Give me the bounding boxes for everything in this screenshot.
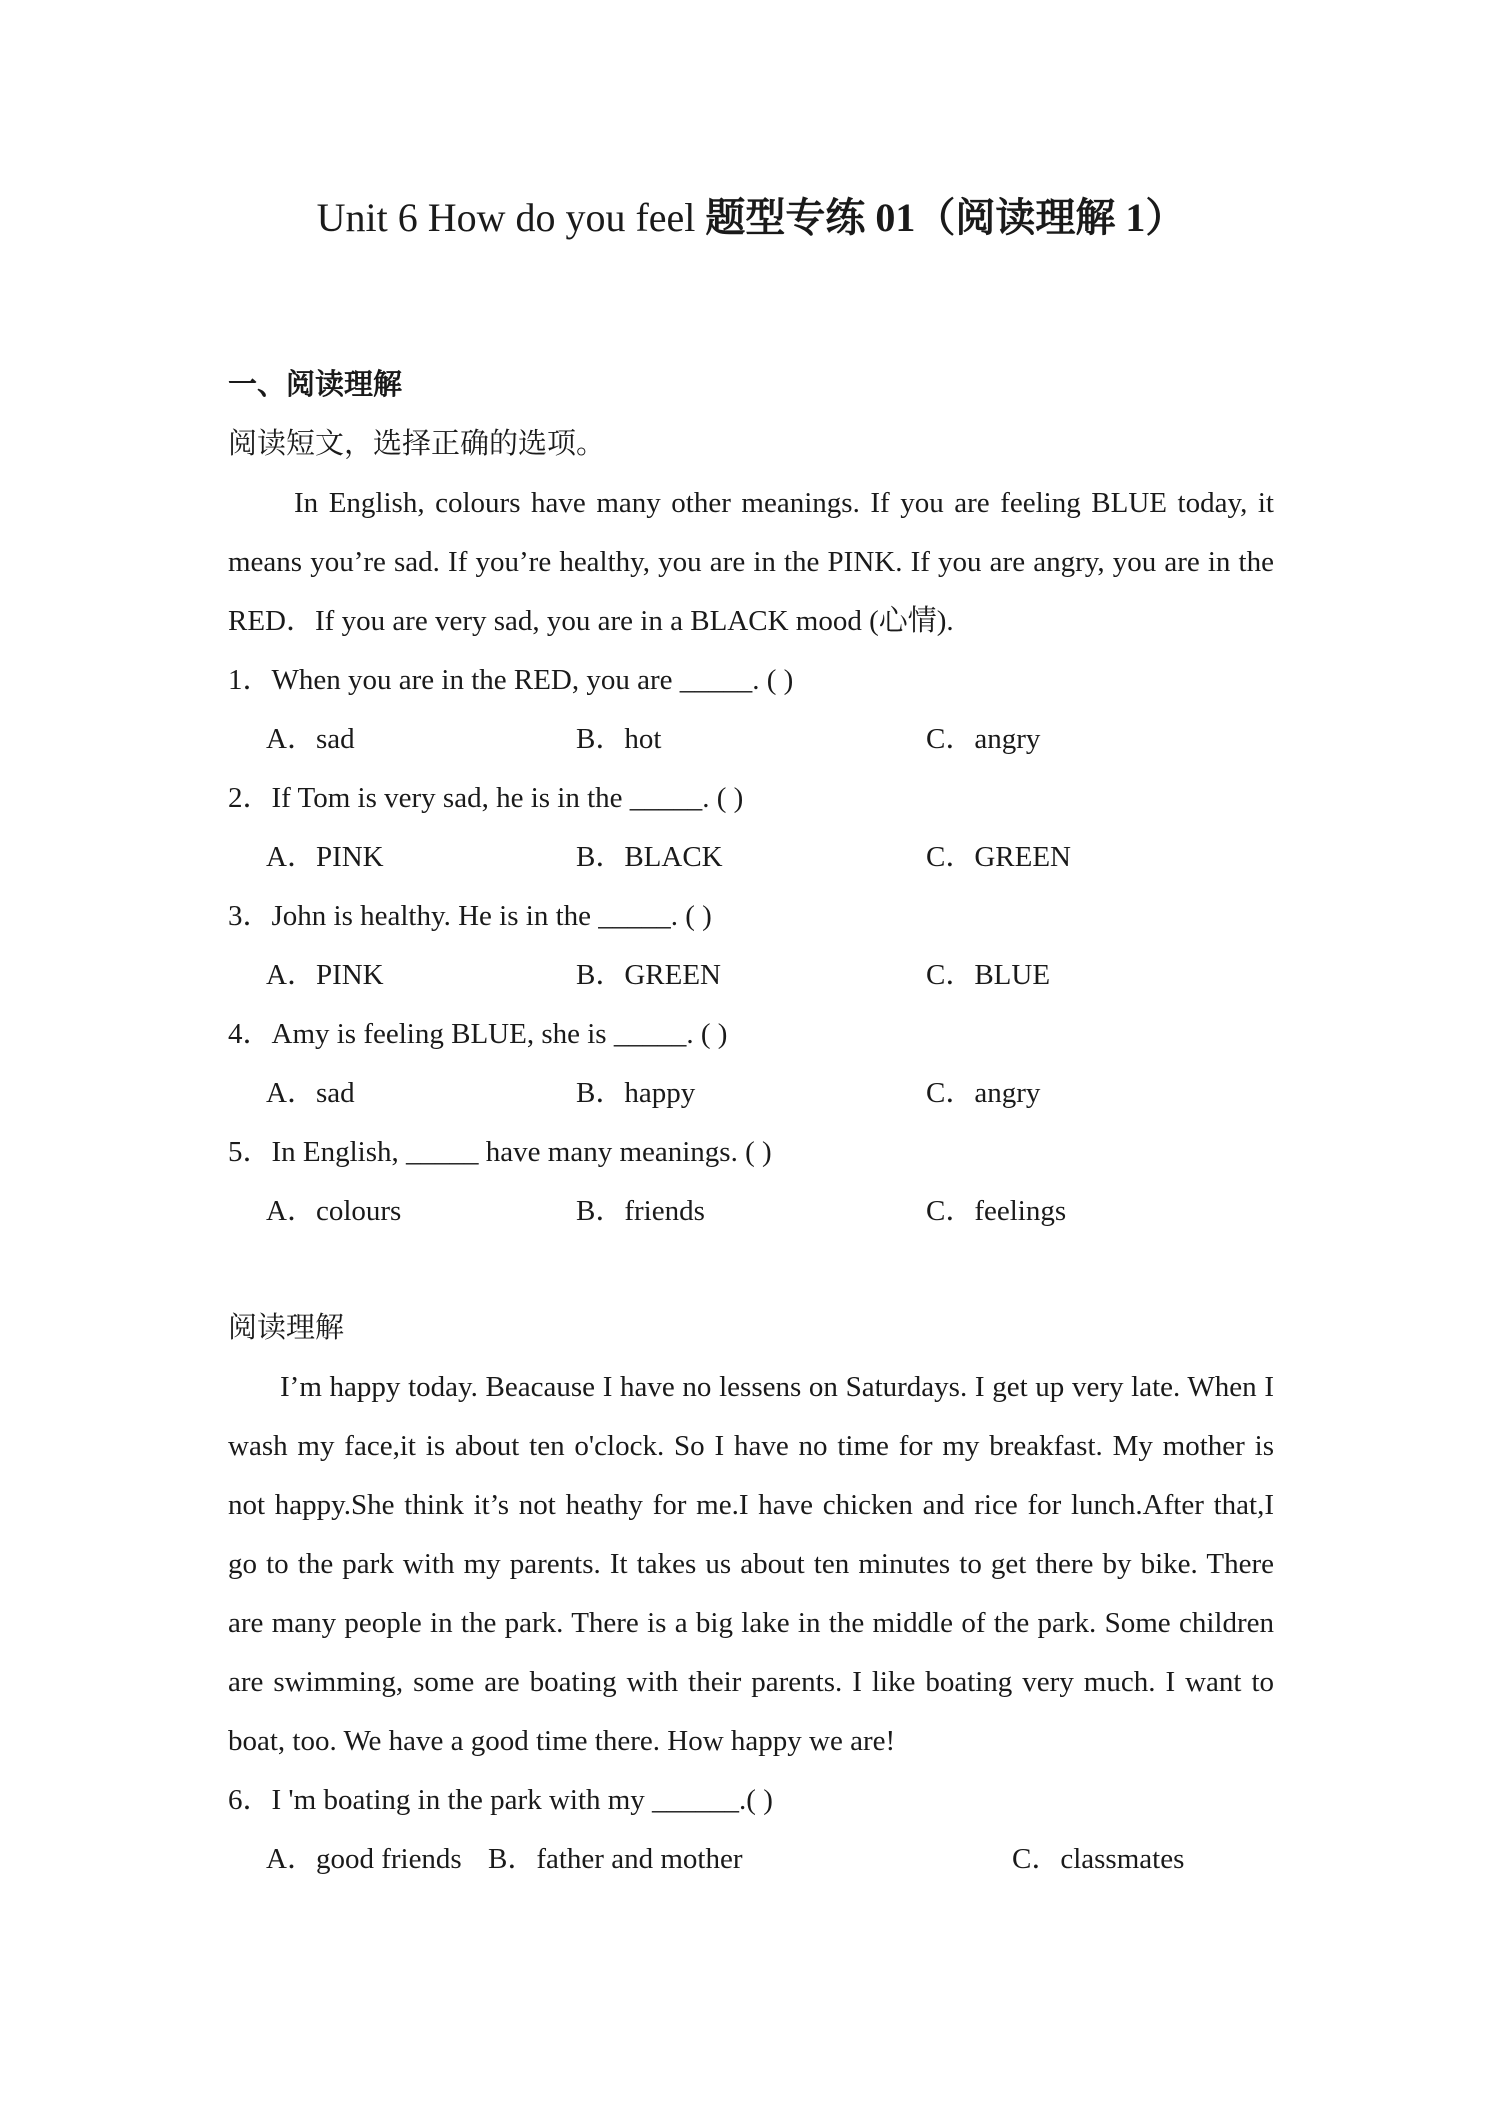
question-3-option-a[interactable]: A．PINK (266, 959, 384, 991)
question-2-option-b[interactable]: B．BLACK (576, 841, 723, 873)
question-1-option-b[interactable]: B．hot (576, 723, 662, 755)
question-6-stem: 6．I 'm boating in the park with my ______.( ) (228, 1784, 773, 1816)
question-2-option-c[interactable]: C．GREEN (926, 841, 1072, 873)
question-1-options (228, 710, 1274, 769)
question-6-option-c[interactable]: C．classmates (1012, 1843, 1185, 1875)
question-3-stem: 3．John is healthy. He is in the _____. ( ) (228, 900, 712, 932)
section-2-heading: 阅读理解 (228, 1312, 345, 1344)
question-4-options (228, 1064, 1274, 1123)
section-1-instruction: 阅读短文，选择正确的选项。 (228, 428, 606, 460)
section-2-passage: I’m happy today. Beacause I have no lessens on Saturdays. I get up very late. When I wash my face,it is about ten o'clock. So I have no time for my breakfast. My mother is not happy.She think it’s not heathy for me.I have chicken and rice for lunch.After that,I go to the park with my parents. It takes us about ten minutes to get there by bike. There are many people in the park. There is a big lake in the middle of the park. Some children are swimming, some are boating with their parents. I like boating very much. I want to boat, too. We have a good time there. How happy we are! (228, 1371, 1274, 1757)
question-6-option-b[interactable]: B．father and mother (488, 1843, 743, 1875)
question-4-option-a[interactable]: A．sad (266, 1077, 355, 1109)
question-3-option-c[interactable]: C．BLUE (926, 959, 1051, 991)
section-1-passage: In English, colours have many other meanings. If you are feeling BLUE today, it means you’re sad. If you’re healthy, you are in the PINK. If you are angry, you are in the RED．If you are very sad, you are in a BLACK mood (心情). (228, 487, 1274, 637)
page-title (228, 190, 1274, 246)
section-spacer (228, 1241, 1274, 1299)
question-5-option-c[interactable]: C．feelings (926, 1195, 1067, 1227)
question-2-stem: 2．If Tom is very sad, he is in the _____. ( ) (228, 782, 744, 814)
question-2-options (228, 828, 1274, 887)
question-5-options (228, 1182, 1274, 1241)
question-5-stem: 5．In English, _____ have many meanings. ( ) (228, 1136, 772, 1168)
question-6-options (228, 1830, 1274, 1889)
section-1-heading: 一、阅读理解 (228, 369, 403, 401)
question-5-option-a[interactable]: A．colours (266, 1195, 402, 1227)
question-2-option-a[interactable]: A．PINK (266, 841, 384, 873)
question-1-stem: 1．When you are in the RED, you are _____. ( ) (228, 664, 794, 696)
question-3-options (228, 946, 1274, 1005)
worksheet-page (228, 190, 1274, 1889)
question-6-option-a[interactable]: A．good friends (266, 1843, 462, 1875)
title-chinese: 题型专练 01（阅读理解 1） (705, 195, 1186, 240)
question-1-option-c[interactable]: C．angry (926, 723, 1041, 755)
question-4-option-b[interactable]: B．happy (576, 1077, 696, 1109)
question-5-option-b[interactable]: B．friends (576, 1195, 705, 1227)
question-4-stem: 4．Amy is feeling BLUE, she is _____. ( ) (228, 1018, 728, 1050)
question-3-option-b[interactable]: B．GREEN (576, 959, 722, 991)
title-english: Unit 6 How do you feel (316, 195, 706, 240)
question-4-option-c[interactable]: C．angry (926, 1077, 1041, 1109)
question-1-option-a[interactable]: A．sad (266, 723, 355, 755)
